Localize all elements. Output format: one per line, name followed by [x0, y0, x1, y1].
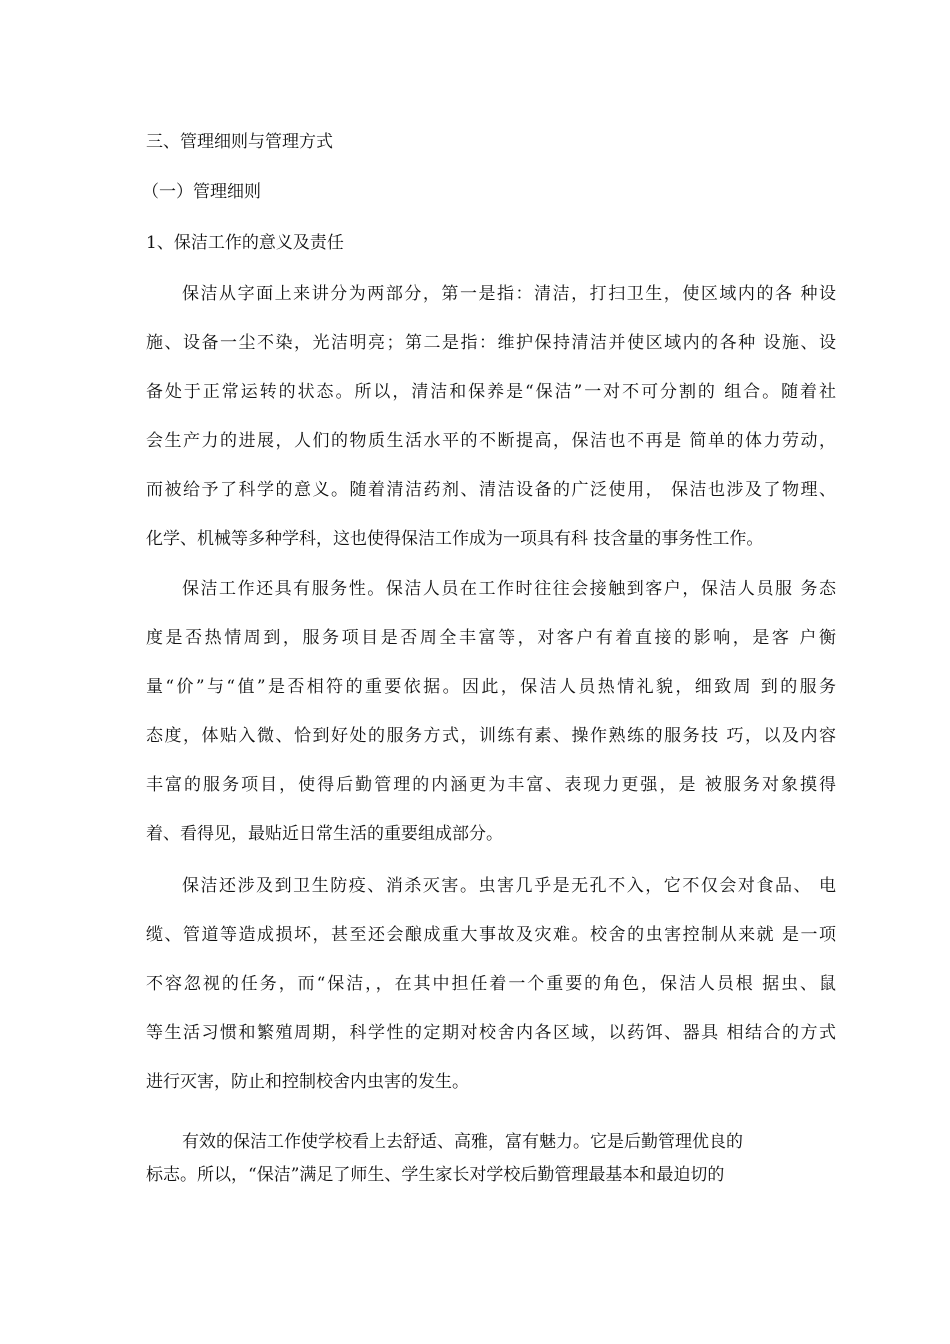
- paragraph-2: [146, 565, 836, 859]
- paragraph-3: [146, 862, 836, 1107]
- paragraph-line: 施、设备一尘不染，光洁明亮；第二是指：维护保持清洁并使区域内的各种 设施、设: [146, 333, 836, 353]
- paragraph-line: 保洁还涉及到卫生防疫、消杀灭害。虫害几乎是无孔不入，它不仅会对食品、 电: [182, 876, 836, 896]
- paragraph-line: 缆、管道等造成损坏，甚至还会酿成重大事故及灾难。校舍的虫害控制从来就 是一项: [146, 925, 836, 945]
- item-heading: 1、保洁工作的意义及责任: [146, 233, 344, 253]
- subsection-heading: （一）管理细则: [142, 182, 261, 202]
- paragraph-line: 而被给予了科学的意义。随着清洁药剂、清洁设备的广泛使用， 保洁也涉及了物理、: [146, 480, 836, 500]
- paragraph-line: 化学、机械等多种学科，这也使得保洁工作成为一项具有科 技含量的事务性工作。: [146, 529, 764, 549]
- paragraph-line: 会生产力的进展，人们的物质生活水平的不断提高，保洁也不再是 简单的体力劳动，: [146, 431, 836, 451]
- paragraph-line: 保洁工作还具有服务性。保洁人员在工作时往往会接触到客户，保洁人员服 务态: [182, 579, 836, 599]
- paragraph-1: [146, 270, 836, 564]
- paragraph-4: [146, 1126, 836, 1192]
- paragraph-line: 有效的保洁工作使学校看上去舒适、高雅，富有魅力。它是后勤管理优良的: [182, 1132, 743, 1152]
- paragraph-line: 标志。所以，“保洁”满足了师生、学生家长对学校后勤管理最基本和最迫切的: [146, 1165, 725, 1185]
- paragraph-line: 态度，体贴入微、恰到好处的服务方式，训练有素、操作熟练的服务技 巧，以及内容: [146, 726, 836, 746]
- section-heading: 三、管理细则与管理方式: [146, 132, 333, 152]
- paragraph-line: 着、看得见，最贴近日常生活的重要组成部分。: [146, 824, 503, 844]
- paragraph-line: 量“价”与“值”是否相符的重要依据。因此，保洁人员热情礼貌，细致周 到的服务: [146, 677, 836, 697]
- paragraph-line: 不容忽视的任务，而“保洁，，在其中担任着一个重要的角色，保洁人员根 据虫、鼠: [146, 974, 836, 994]
- paragraph-line: 等生活习惯和繁殖周期，科学性的定期对校舍内各区域，以药饵、器具 相结合的方式: [146, 1023, 836, 1043]
- paragraph-line: 备处于正常运转的状态。所以，清洁和保养是“保洁”一对不可分割的 组合。随着社: [146, 382, 836, 402]
- paragraph-line: 进行灭害，防止和控制校舍内虫害的发生。: [146, 1072, 469, 1092]
- paragraph-line: 丰富的服务项目，使得后勤管理的内涵更为丰富、表现力更强，是 被服务对象摸得: [146, 775, 836, 795]
- paragraph-line: 度是否热情周到，服务项目是否周全丰富等，对客户有着直接的影响，是客 户衡: [146, 628, 836, 648]
- paragraph-line: 保洁从字面上来讲分为两部分，第一是指：清洁，打扫卫生，使区域内的各 种设: [182, 284, 836, 304]
